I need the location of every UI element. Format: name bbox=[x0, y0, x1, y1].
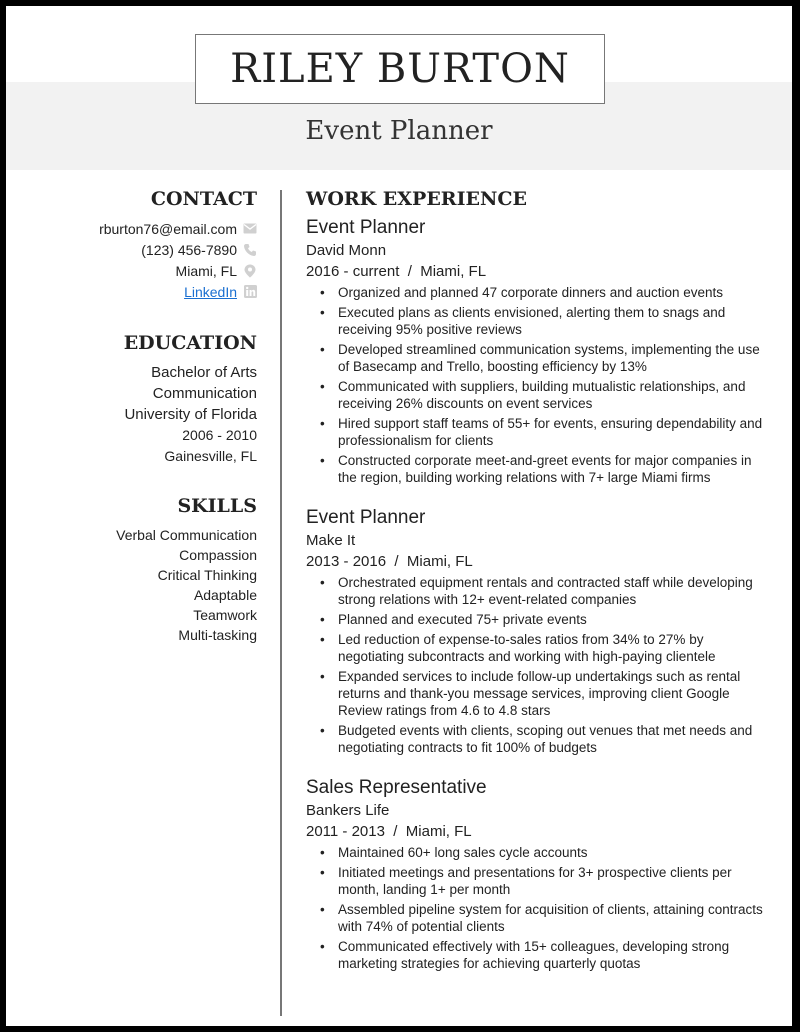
job-bullet: • Developed streamlined communication systems, implementing the use of Basecamp and Trello, boosting efficiency by 13% bbox=[306, 341, 766, 375]
job-bullet: • Budgeted events with clients, scoping out venues that met needs and negotiating contracts to fit 100% of budgets bbox=[306, 722, 766, 756]
job-company: Make It bbox=[306, 532, 356, 549]
work-heading: WORK EXPERIENCE bbox=[306, 188, 527, 210]
job-entry bbox=[306, 776, 766, 972]
linkedin-icon bbox=[243, 285, 257, 299]
left-column bbox=[6, 188, 257, 645]
job-bullet: • Hired support staff teams of 55+ for events, ensuring dependability and professionalism for clients bbox=[306, 415, 766, 449]
job-company: David Monn bbox=[306, 242, 387, 259]
skill-item: Verbal Communication bbox=[116, 527, 257, 543]
candidate-name: RILEY BURTON bbox=[230, 46, 570, 92]
job-bullets bbox=[306, 284, 766, 486]
location-pin-icon bbox=[243, 264, 257, 278]
job-bullet: • Communicated with suppliers, building mutualistic relationships, and receiving 26% discounts on event services bbox=[306, 378, 766, 412]
column-divider bbox=[280, 190, 282, 1016]
education-school: University of Florida bbox=[124, 406, 257, 423]
skills-heading: SKILLS bbox=[177, 495, 257, 517]
education-section bbox=[6, 332, 257, 467]
phone-icon bbox=[243, 243, 257, 257]
contact-email-row bbox=[6, 218, 257, 239]
job-entry bbox=[306, 216, 766, 486]
contact-phone: (123) 456-7890 bbox=[141, 241, 237, 258]
job-title: Event Planner bbox=[306, 507, 426, 528]
contact-linkedin-row bbox=[6, 281, 257, 302]
job-dates: 2016 - current / Miami, FL bbox=[306, 263, 487, 280]
job-dates: 2013 - 2016 / Miami, FL bbox=[306, 553, 473, 570]
job-dates: 2011 - 2013 / Miami, FL bbox=[306, 823, 472, 840]
job-bullet: • Constructed corporate meet-and-greet events for major companies in the region, building working relations with 7+ large Miami firms bbox=[306, 452, 766, 486]
job-bullet: • Orchestrated equipment rentals and contracted staff while developing strong relations with 12+ event-related companies bbox=[306, 574, 766, 608]
job-bullet: • Initiated meetings and presentations for 3+ prospective clients per month, landing 1+ per month bbox=[306, 864, 766, 898]
education-dates: 2006 - 2010 bbox=[182, 427, 257, 443]
skill-item: Compassion bbox=[179, 547, 257, 563]
education-heading: EDUCATION bbox=[123, 332, 257, 354]
job-bullet: • Expanded services to include follow-up undertakings such as rental returns and thank-you message services, improving client Google Review ratings from 4.6 to 4.8 stars bbox=[306, 668, 766, 719]
skills-section bbox=[6, 495, 257, 645]
job-title: Event Planner bbox=[306, 217, 426, 238]
contact-heading: CONTACT bbox=[150, 188, 257, 210]
skill-item: Adaptable bbox=[193, 587, 257, 603]
skill-item: Teamwork bbox=[193, 607, 257, 623]
job-title: Sales Representative bbox=[306, 777, 487, 798]
education-degree: Bachelor of Arts bbox=[151, 364, 257, 381]
contact-location-row bbox=[6, 260, 257, 281]
envelope-icon bbox=[243, 222, 257, 236]
skill-item: Multi-tasking bbox=[178, 627, 257, 643]
resume-page bbox=[6, 6, 792, 1026]
education-location: Gainesville, FL bbox=[164, 448, 257, 464]
job-bullet: • Planned and executed 75+ private events bbox=[306, 611, 766, 628]
contact-section bbox=[6, 188, 257, 302]
job-bullets bbox=[306, 574, 766, 756]
linkedin-link[interactable]: LinkedIn bbox=[184, 283, 237, 300]
job-title: Event Planner bbox=[305, 116, 493, 146]
education-field: Communication bbox=[152, 385, 257, 402]
name-box bbox=[195, 34, 605, 104]
job-bullet: • Assembled pipeline system for acquisition of clients, attaining contracts with 74% of potential clients bbox=[306, 901, 766, 935]
contact-location: Miami, FL bbox=[175, 262, 237, 279]
job-bullet: • Executed plans as clients envisioned, alerting them to snags and receiving 95% positive reviews bbox=[306, 304, 766, 338]
job-bullets bbox=[306, 844, 766, 972]
job-bullet: • Communicated effectively with 15+ colleagues, developing strong marketing strategies for achieving quarterly quotas bbox=[306, 938, 766, 972]
job-company: Bankers Life bbox=[306, 802, 390, 819]
skill-item: Critical Thinking bbox=[157, 567, 257, 583]
contact-email: rburton76@email.com bbox=[99, 220, 237, 237]
job-entry bbox=[306, 506, 766, 756]
job-bullet: • Organized and planned 47 corporate dinners and auction events bbox=[306, 284, 766, 301]
job-bullet: • Led reduction of expense-to-sales ratios from 34% to 27% by negotiating subcontracts and working with high-paying clientele bbox=[306, 631, 766, 665]
contact-phone-row bbox=[6, 239, 257, 260]
job-bullet: • Maintained 60+ long sales cycle accounts bbox=[306, 844, 766, 861]
right-column bbox=[306, 188, 766, 992]
